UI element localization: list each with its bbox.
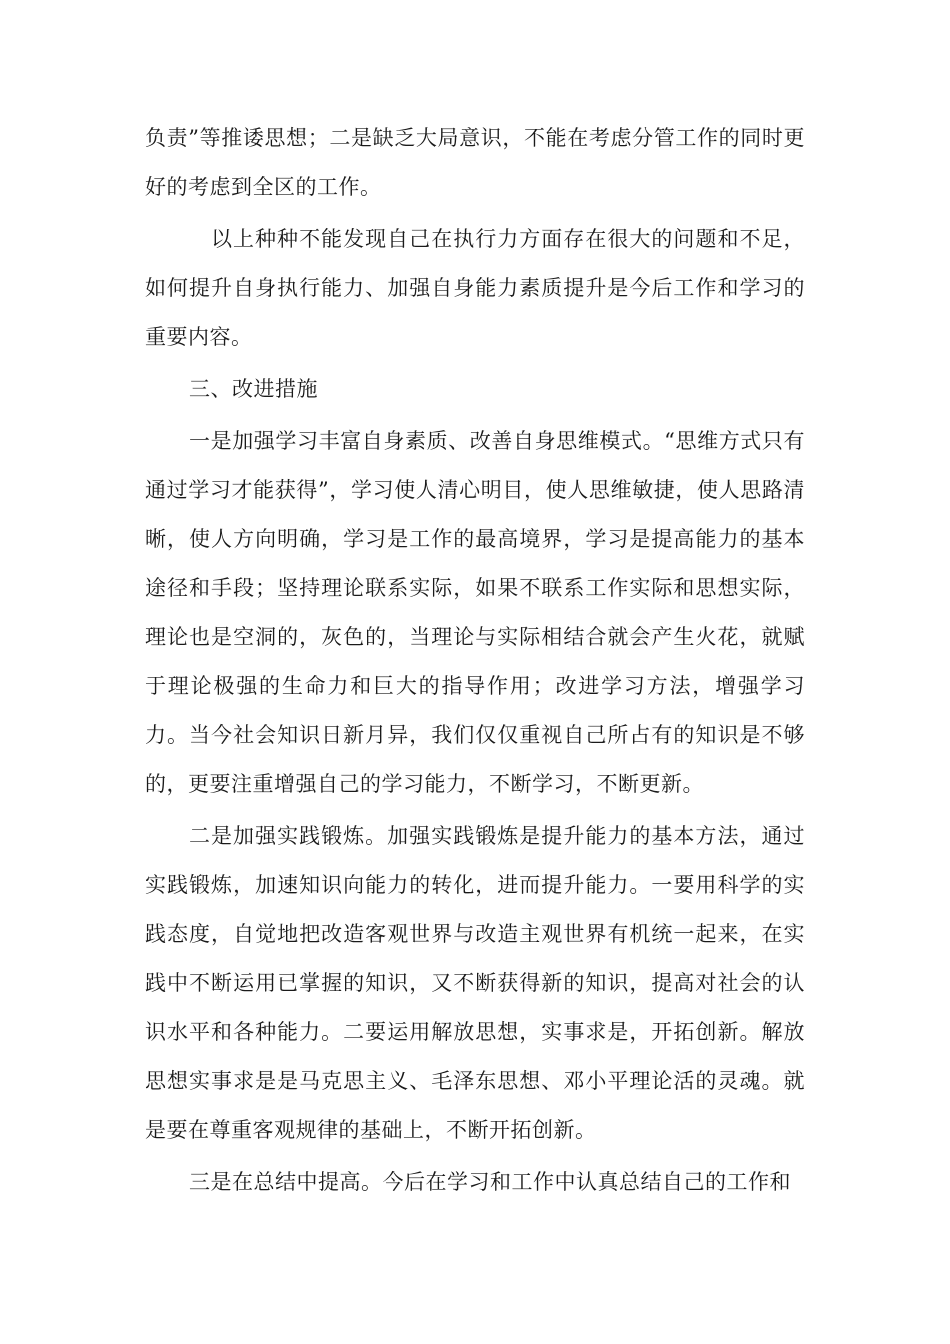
section-heading-improvements: 三、改进措施 bbox=[189, 377, 318, 401]
paragraph-summary: 以上种种不能发现自己在执行力方面存在很大的问题和不足，如何提升自身执行能力、加强自身能力素质提升是今后工作和学习的重要内容。 bbox=[145, 227, 805, 349]
document-body bbox=[145, 114, 805, 1207]
paragraph-continuation: 负责”等推诿思想；二是缺乏大局意识，不能在考虑分管工作的同时更好的考虑到全区的工作。 bbox=[145, 126, 805, 199]
paragraph-measure-two: 二是加强实践锻炼。加强实践锻炼是提升能力的基本方法，通过实践锻炼，加速知识向能力的转化，进而提升能力。一要用科学的实践态度，自觉地把改造客观世界与改造主观世界有机统一起来，在实践中不断运用已掌握的知识，又不断获得新的知识，提高对社会的认识水平和各种能力。二要运用解放思想，实事求是，开拓创新。解放思想实事求是是马克思主义、毛泽东思想、邓小平理论活的灵魂。就是要在尊重客观规律的基础上，不断开拓创新。 bbox=[145, 824, 805, 1142]
paragraph-measure-three: 三是在总结中提高。今后在学习和工作中认真总结自己的工作和 bbox=[189, 1170, 791, 1194]
paragraph-measure-one: 一是加强学习丰富自身素质、改善自身思维模式。“思维方式只有通过学习才能获得”，学习使人清心明目，使人思维敏捷，使人思路清晰，使人方向明确，学习是工作的最高境界，学习是提高能力的基本途径和手段；坚持理论联系实际，如果不联系工作实际和思想实际，理论也是空洞的，灰色的，当理论与实际相结合就会产生火花，就赋于理论极强的生命力和巨大的指导作用；改进学习方法，增强学习力。当今社会知识日新月异，我们仅仅重视自己所占有的知识是不够的，更要注重增强自己的学习能力，不断学习，不断更新。 bbox=[145, 429, 805, 796]
